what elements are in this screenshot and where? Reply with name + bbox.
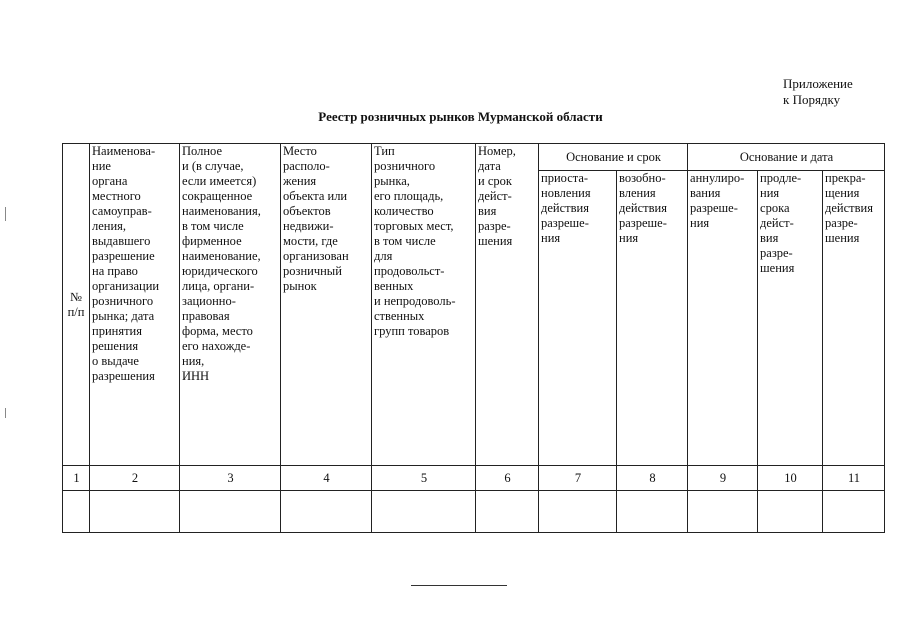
header-line: в том числе	[374, 234, 436, 248]
header-line: для	[374, 249, 393, 263]
column-number: 10	[758, 466, 823, 491]
header-line: его нахожде-	[182, 339, 251, 353]
column-number: 4	[281, 466, 372, 491]
header-line: возобно-	[619, 171, 666, 185]
table-cell	[63, 491, 90, 533]
header-line: дата	[478, 159, 501, 173]
header-line: зационно-	[182, 294, 236, 308]
registry-table	[62, 143, 885, 533]
document-title: Реестр розничных рынков Мурманской области	[318, 109, 603, 124]
header-line: ния	[760, 186, 780, 200]
header-col-11	[823, 171, 885, 466]
header-line: если имеется)	[182, 174, 257, 188]
header-line: местного	[92, 189, 141, 203]
header-line: действия	[619, 201, 667, 215]
table-cell	[688, 491, 758, 533]
header-line: и непродоволь-	[374, 294, 456, 308]
header-line: наименование,	[182, 249, 261, 263]
group-header-basis-term: Основание и срок	[539, 144, 688, 171]
header-col-8	[617, 171, 688, 466]
header-line: Наименова-	[92, 144, 156, 158]
header-line: Место	[283, 144, 317, 158]
header-line: на право	[92, 264, 138, 278]
header-line: действия	[541, 201, 589, 215]
header-line: шения	[760, 261, 795, 275]
header-line: разрешения	[92, 369, 155, 383]
header-line: лица, органи-	[182, 279, 255, 293]
header-line: ние	[92, 159, 111, 173]
group-header-basis-date: Основание и дата	[688, 144, 885, 171]
header-line: объектов	[283, 204, 331, 218]
header-line: организован	[283, 249, 349, 263]
table-cell	[90, 491, 180, 533]
header-line: ния	[619, 231, 639, 245]
header-line: в том числе	[182, 219, 244, 233]
header-col-9	[688, 171, 758, 466]
table-cell	[372, 491, 476, 533]
header-line: венных	[374, 279, 414, 293]
header-line: разреше-	[619, 216, 667, 230]
column-number-row	[63, 466, 885, 491]
header-line: правовая	[182, 309, 230, 323]
header-line: ния	[690, 216, 710, 230]
header-line: розничного	[374, 159, 436, 173]
header-line: выдавшего	[92, 234, 151, 248]
appendix-note	[783, 76, 853, 108]
column-number: 2	[90, 466, 180, 491]
header-line: самоуправ-	[92, 204, 152, 218]
header-line: ственных	[374, 309, 425, 323]
header-line: и (в случае,	[182, 159, 244, 173]
header-line: Полное	[182, 144, 222, 158]
column-number: 8	[617, 466, 688, 491]
header-line: органа	[92, 174, 128, 188]
table-cell	[180, 491, 281, 533]
header-line: вия	[478, 204, 497, 218]
header-line: располо-	[283, 159, 330, 173]
header-line: дейст-	[760, 216, 794, 230]
header-line: рынок	[283, 279, 317, 293]
scan-margin-mark	[5, 408, 6, 418]
header-line: групп товаров	[374, 324, 450, 338]
header-line: продовольст-	[374, 264, 445, 278]
header-line: новления	[541, 186, 591, 200]
header-line: ления,	[92, 219, 127, 233]
header-line: розничный	[283, 264, 342, 278]
header-line: разрешение	[92, 249, 155, 263]
column-number: 5	[372, 466, 476, 491]
header-line: мости, где	[283, 234, 338, 248]
header-line: срока	[760, 201, 790, 215]
header-col-1	[63, 144, 90, 466]
header-col-7	[539, 171, 617, 466]
header-line: юридического	[182, 264, 258, 278]
table-cell	[539, 491, 617, 533]
header-line: наименования,	[182, 204, 261, 218]
header-line: о выдаче	[92, 354, 139, 368]
header-line: принятия	[92, 324, 142, 338]
header-line: рынка,	[374, 174, 410, 188]
header-line: разреше-	[541, 216, 589, 230]
header-col-10	[758, 171, 823, 466]
appendix-line-1: Приложение	[783, 76, 853, 91]
header-line: приоста-	[541, 171, 589, 185]
appendix-line-2: к Порядку	[783, 92, 841, 107]
column-number: 6	[476, 466, 539, 491]
table-row	[63, 491, 885, 533]
header-line: Номер,	[478, 144, 516, 158]
header-line: разре-	[760, 246, 793, 260]
header-line: аннулиро-	[690, 171, 745, 185]
column-number: 11	[823, 466, 885, 491]
header-line: розничного	[92, 294, 154, 308]
header-line: решения	[92, 339, 139, 353]
column-number: 9	[688, 466, 758, 491]
header-line: торговых мест,	[374, 219, 454, 233]
header-line: шения	[825, 231, 860, 245]
table-cell	[617, 491, 688, 533]
header-line: жения	[283, 174, 317, 188]
header-line: ния,	[182, 354, 205, 368]
header-line: ния	[541, 231, 561, 245]
header-line: щения	[825, 186, 860, 200]
header-line: вания	[690, 186, 721, 200]
scan-margin-mark	[5, 207, 6, 221]
header-line: разре-	[825, 216, 858, 230]
header-line: объекта или	[283, 189, 348, 203]
column-number: 3	[180, 466, 281, 491]
header-col-4	[281, 144, 372, 466]
header-row-1	[63, 144, 885, 171]
header-line: п/п	[67, 304, 85, 319]
header-line: разре-	[478, 219, 511, 233]
header-col-6	[476, 144, 539, 466]
table-cell	[281, 491, 372, 533]
header-line: дейст-	[478, 189, 512, 203]
header-line: действия	[825, 201, 873, 215]
header-line: ИНН	[182, 369, 210, 383]
column-number: 7	[539, 466, 617, 491]
header-line: и срок	[478, 174, 512, 188]
column-number: 1	[63, 466, 90, 491]
header-line: организации	[92, 279, 160, 293]
header-line: №	[70, 289, 82, 304]
header-line: рынка; дата	[92, 309, 155, 323]
header-line: Тип	[374, 144, 395, 158]
header-col-5	[372, 144, 476, 466]
header-line: вия	[760, 231, 779, 245]
header-line: его площадь,	[374, 189, 444, 203]
header-line: недвижи-	[283, 219, 334, 233]
header-line: сокращенное	[182, 189, 253, 203]
header-line: продле-	[760, 171, 802, 185]
header-col-3	[180, 144, 281, 466]
table-cell	[823, 491, 885, 533]
table-cell	[476, 491, 539, 533]
header-line: прекра-	[825, 171, 866, 185]
header-line: количество	[374, 204, 434, 218]
header-line: шения	[478, 234, 513, 248]
footer-divider	[411, 585, 507, 586]
header-col-2	[90, 144, 180, 466]
header-line: разреше-	[690, 201, 738, 215]
header-line: форма, место	[182, 324, 253, 338]
header-line: фирменное	[182, 234, 242, 248]
table-cell	[758, 491, 823, 533]
header-line: вления	[619, 186, 656, 200]
